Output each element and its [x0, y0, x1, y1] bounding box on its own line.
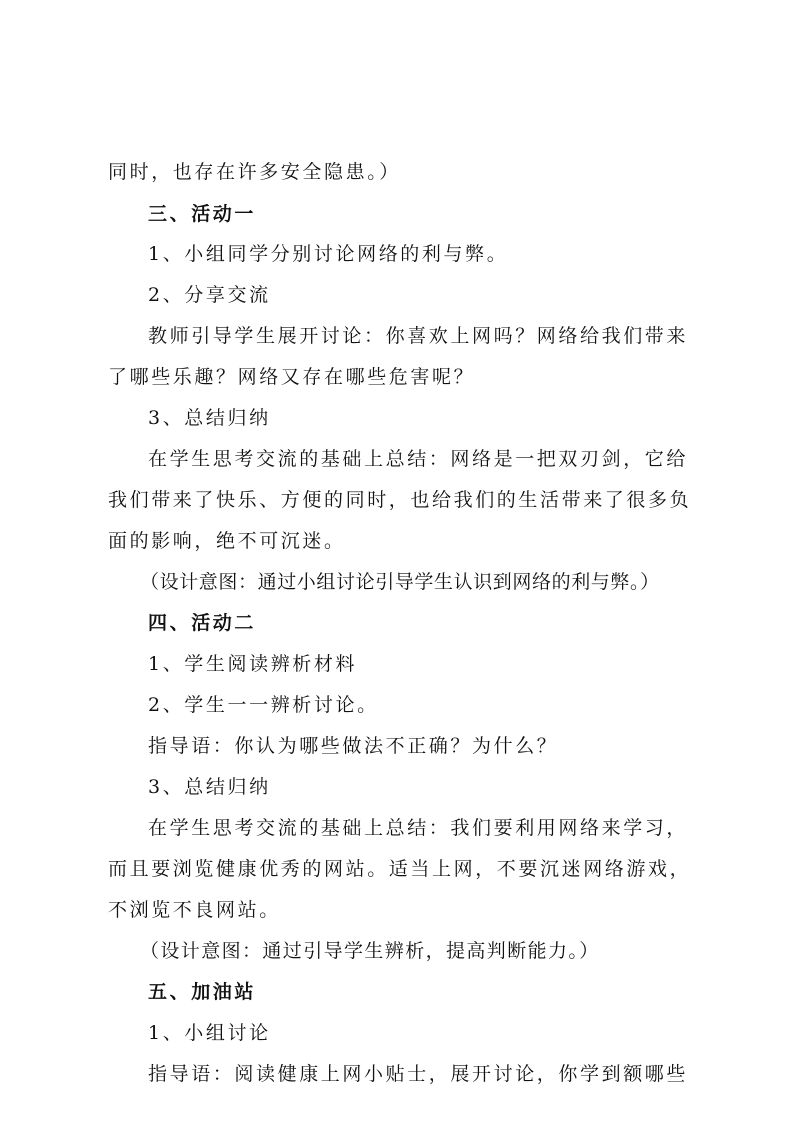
text-line: 指导语：阅读健康上网小贴士，展开讨论，你学到额哪些 — [148, 1063, 689, 1085]
text-line: 同时，也存在许多安全隐患。） — [108, 161, 401, 183]
list-item: 2、学生一一辨析讨论。 — [148, 694, 379, 716]
text-line: 了哪些乐趣？网络又存在哪些危害呢？ — [108, 366, 476, 388]
list-item: 1、学生阅读辨析材料 — [148, 653, 358, 675]
text-line: 不浏览不良网站。 — [108, 899, 281, 921]
text-line: 我们带来了快乐、方便的同时，也给我们的生活带来了很多负 — [108, 489, 692, 511]
list-item: 2、分享交流 — [148, 284, 271, 306]
section-heading: 五、加油站 — [148, 981, 257, 1003]
list-item: 3、总结归纳 — [148, 407, 271, 429]
list-item: 1、小组讨论 — [148, 1022, 271, 1044]
list-item: 1、小组同学分别讨论网络的利与弊。 — [148, 243, 509, 265]
text-line: 面的影响，绝不可沉迷。 — [108, 530, 346, 552]
text-line: 而且要浏览健康优秀的网站。适当上网，不要沉迷网络游戏， — [108, 858, 692, 880]
design-intent-note: （设计意图：通过引导学生辨析，提高判断能力。） — [140, 940, 600, 962]
text-line: 教师引导学生展开讨论：你喜欢上网吗？网络给我们带来 — [148, 325, 689, 347]
list-item: 3、总结归纳 — [148, 776, 271, 798]
section-heading: 三、活动一 — [148, 203, 257, 225]
text-line: 在学生思考交流的基础上总结：我们要利用网络来学习， — [148, 817, 689, 839]
text-line: 在学生思考交流的基础上总结：网络是一把双刃剑，它给 — [148, 448, 689, 470]
section-heading: 四、活动二 — [148, 612, 257, 634]
text-line: 指导语：你认为哪些做法不正确？为什么？ — [148, 735, 559, 757]
design-intent-note: （设计意图：通过小组讨论引导学生认识到网络的利与弊。） — [140, 571, 660, 593]
